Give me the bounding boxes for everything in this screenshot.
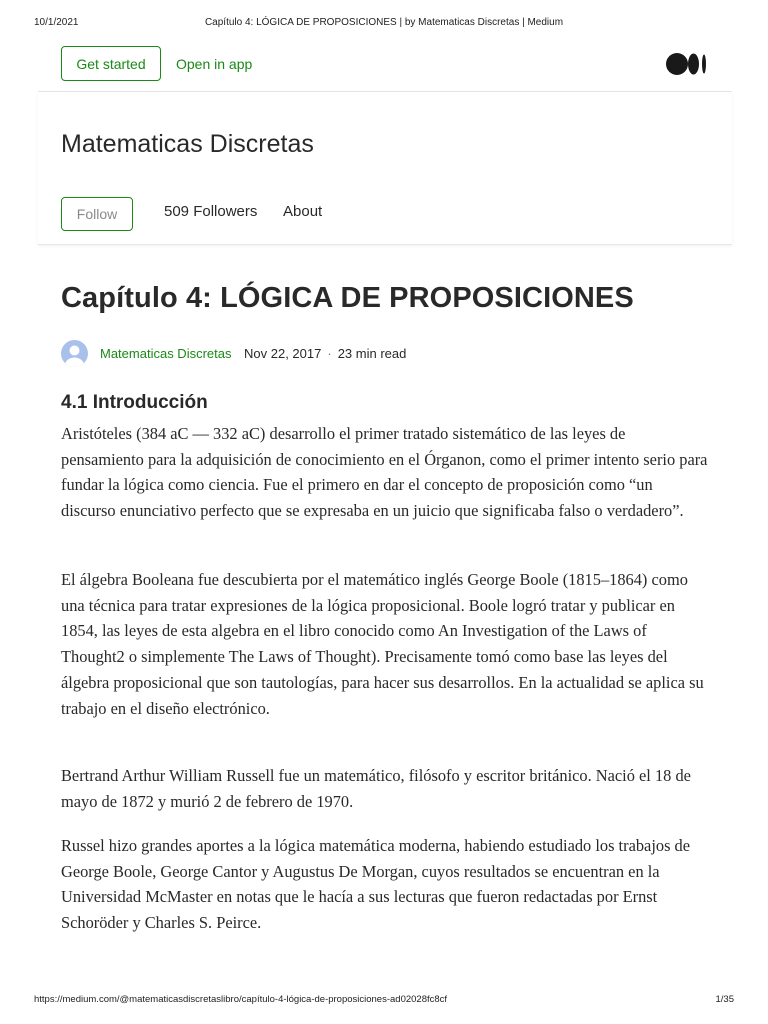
meta-separator: · <box>327 346 332 361</box>
article-byline <box>61 340 701 368</box>
publish-date: Nov 22, 2017 <box>244 346 322 361</box>
print-date: 10/1/2021 <box>34 17 79 28</box>
print-footer <box>34 994 734 1008</box>
read-time: 23 min read <box>337 346 407 361</box>
print-document-title: Capítulo 4: LÓGICA DE PROPOSICIONES | by Matematicas Discretas | Medium <box>204 17 564 28</box>
publication-name[interactable]: Matematicas Discretas <box>61 130 314 158</box>
open-in-app-link[interactable]: Open in app <box>176 56 253 72</box>
article-paragraph: Bertrand Arthur William Russell fue un matemático, filósofo y escritor británico. Nació el 18 de mayo de 1872 y murió 2 de febrero de 1970. <box>61 766 691 811</box>
print-header <box>34 17 734 31</box>
article-meta <box>244 346 406 361</box>
article-paragraph: Russel hizo grandes aportes a la lógica matemática moderna, habiendo estudiado los trabajos de George Boole, George Cantor y Augustus De Morgan, cuyos resultados se encuentran en la Universidad McMaster en notas que le hacía a sus lecturas que fueron redactadas por Ernst Schoröder y Charles S. Peirce. <box>61 836 691 933</box>
article-paragraph: El álgebra Booleana fue descubierta por el matemático inglés George Boole (1815–1864) como una técnica para tratar expresiones de la lógica proposicional. Boole logró tratar y publicar en 1854, las leyes de esta algebra en el libro conocido como An Investigation of the Laws of Thought2 o simplemente The Laws of Thought). Precisamente tomó como base las leyes del álgebra proposicional que son tautologías, para hacer sus desarrollos. En la actualidad se aplica su trabajo en el diseño electrónico. <box>61 570 704 718</box>
print-page-number: 1/35 <box>715 994 734 1005</box>
print-url: https://medium.com/@matematicasdiscretaslibro/capítulo-4-lógica-de-proposiciones-ad02028fc8cf <box>34 994 448 1005</box>
get-started-button[interactable]: Get started <box>61 46 161 81</box>
article-title: Capítulo 4: LÓGICA DE PROPOSICIONES <box>61 282 634 314</box>
about-link[interactable]: About <box>283 203 323 220</box>
followers-link[interactable]: 509 Followers <box>164 203 258 220</box>
follow-button[interactable]: Follow <box>61 197 133 231</box>
section-heading: 4.1 Introducción <box>61 392 208 413</box>
top-navigation-bar <box>38 38 732 92</box>
medium-logo-icon[interactable] <box>666 53 710 75</box>
avatar[interactable] <box>61 340 88 367</box>
author-link[interactable]: Matematicas Discretas <box>100 346 232 361</box>
article-paragraph: Aristóteles (384 aC — 332 aC) desarrollo el primer tratado sistemático de las leyes de pensamiento para la adquisición de conocimiento en el Órganon, como el primer intento serio para fundar la lógica como ciencia. Fue el primero en dar el concepto de proposición como “un discurso enunciativo perfecto que se expresaba en un juicio que significaba falso o verdadero”. <box>61 424 708 521</box>
publication-header <box>38 92 732 245</box>
